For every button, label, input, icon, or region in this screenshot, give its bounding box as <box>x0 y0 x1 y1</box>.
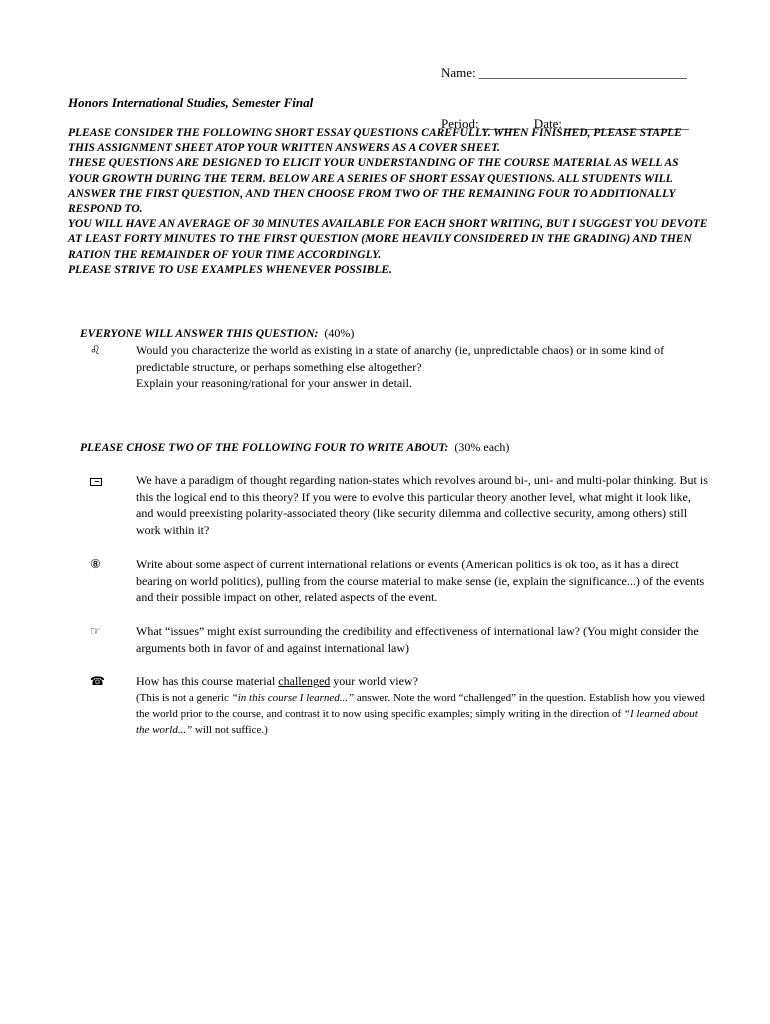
choice-question-3 <box>90 623 710 656</box>
document-title: Honors International Studies, Semester Final <box>68 95 314 110</box>
instruction-paragraph: YOU WILL HAVE AN AVERAGE OF 30 MINUTES AVAILABLE FOR EACH SHORT WRITING, BUT I SUGGEST YOU DEVOTE AT LEAST FORTY MINUTES TO THE FIRST QUESTION (MORE HEAVILY CONSIDERED IN THE GRADING) AND THEN RATION THE REMAINDER OF YOUR TIME ACCORDINGLY. <box>68 218 708 261</box>
choice-question-1 <box>90 472 710 538</box>
instructions <box>68 126 708 278</box>
note-part: answer. Note the word “challenged” in the question. Establish how you viewed the world prior to the course, and contrast it to now using specific examples; simply writing in the direction of <box>136 691 705 720</box>
choice-question-4 <box>90 673 710 738</box>
note-quote: “I learned about the world...” <box>136 707 698 736</box>
telephone-icon: ☎ <box>90 674 105 688</box>
section-heading-text: EVERYONE WILL ANSWER THIS QUESTION: <box>80 328 319 340</box>
section-heading-text: PLEASE CHOSE TWO OF THE FOLLOWING FOUR TO WRITE ABOUT: <box>80 442 449 454</box>
question-text-part: your world view? <box>330 674 418 688</box>
circled-digit-eight-icon: ⑧ <box>90 557 101 571</box>
question-text: We have a paradigm of thought regarding nation-states which revolves around bi-, uni- and multi-polar thinking. But is this the logical end to this theory? If you were to evolve this particular theory another level, what might it look like, and would preexisting polarity-associated theory (like security dilemma and collective security, among others) still work within it? <box>136 473 708 537</box>
instruction-paragraph: THESE QUESTIONS ARE DESIGNED TO ELICIT YOUR UNDERSTANDING OF THE COURSE MATERIAL AS WELL AS YOUR GROWTH DURING THE TERM. BELOW ARE A SERIES OF SHORT ESSAY QUESTIONS. ALL STUDENTS WILL ANSWER THE FIRST QUESTION, AND THEN CHOOSE FROM TWO OF THE REMAINING FOUR TO ADDITIONALLY RESPOND TO. <box>68 157 679 216</box>
question-text: What “issues” might exist surrounding the credibility and effectiveness of international law? (You might consider the arguments both in favor of and against international law) <box>136 624 699 655</box>
underlined-word: challenged <box>278 674 331 688</box>
envelope-icon <box>90 472 108 488</box>
instruction-paragraph: PLEASE STRIVE TO USE EXAMPLES WHENEVER POSSIBLE. <box>68 263 392 276</box>
pointing-hand-icon: ☞ <box>90 624 101 638</box>
question-note <box>136 690 710 738</box>
question-text: Explain your reasoning/rational for your answer in detail. <box>136 376 412 390</box>
section-weight: (40%) <box>324 326 355 340</box>
period-date-line: Period: ______ Date: ___________________ <box>441 116 689 131</box>
section-weight: (30% each) <box>454 440 510 454</box>
choice-question-2 <box>90 556 710 606</box>
question-text-part: How has this course material <box>136 674 279 688</box>
leo-symbol-icon: ♌ <box>90 343 101 357</box>
question-text: Write about some aspect of current international relations or events (American politics is ok too, as it has a direct bearing on world politics), pulling from the course material to make sense (ie, explain the significance...) of the events and their possible impact on other, related aspects of the event. <box>136 557 705 604</box>
section-required-heading <box>80 326 354 341</box>
note-part: will not suffice.) <box>192 723 268 736</box>
question-text: Would you characterize the world as existing in a state of anarchy (ie, unpredictable chaos) or in some kind of predictable structure, or perhaps something else altogether? <box>136 343 665 374</box>
instruction-paragraph: PLEASE CONSIDER THE FOLLOWING SHORT ESSAY QUESTIONS CAREFULLY. WHEN FINISHED, PLEASE STAPLE THIS ASSIGNMENT SHEET ATOP YOUR WRITTEN ANSWERS AS A COVER SHEET. <box>68 127 682 155</box>
note-part: (This is not a generic <box>136 691 232 704</box>
question-text <box>136 673 710 690</box>
note-quote: “in this course I learned...” <box>231 691 355 704</box>
name-line: Name: ________________________________ <box>441 65 687 80</box>
section-choice-heading <box>80 440 509 455</box>
required-question <box>90 342 710 392</box>
